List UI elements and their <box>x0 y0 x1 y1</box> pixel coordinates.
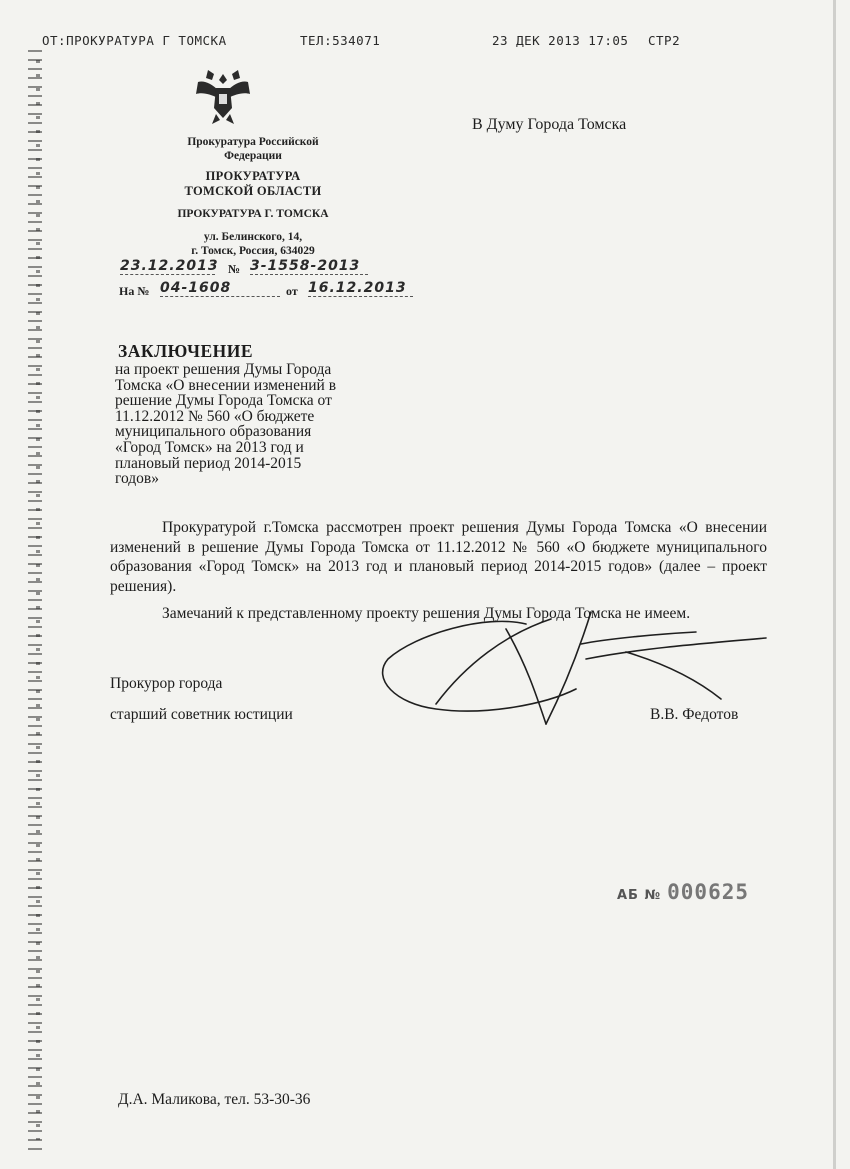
registration-number-label: № <box>228 262 241 276</box>
reference-number: 04-1608 <box>160 280 280 297</box>
subject-line: на проект решения Думы Города <box>115 361 332 378</box>
fax-edge-artifact-inner <box>36 60 40 1140</box>
document-title: ЗАКЛЮЧЕНИЕ <box>118 341 254 361</box>
fax-datetime: 23 ДЕК 2013 17:05 <box>492 33 629 48</box>
document-subject <box>115 362 392 487</box>
letterhead-line5: ПРОКУРАТУРА Г. ТОМСКА <box>177 208 329 220</box>
stamp-series: АБ № <box>617 888 662 903</box>
fax-phone: ТЕЛ:534071 <box>300 33 381 48</box>
body-paragraph-1: Прокуратурой г.Томска рассмотрен проект решения Думы Города Томска «О внесении изменений в решение Думы Города Томска от 11.12.2012 № 560 «О бюджете муниципального образования «Город Томск» на 2013 год и плановый период 2014-2015 годов» (далее – проект решения). <box>110 519 767 595</box>
addressee: В Думу Города Томска <box>472 116 627 133</box>
subject-line: Томска «О внесении изменений в <box>115 376 337 394</box>
scan-right-edge <box>833 0 836 1169</box>
letterhead-line1: Прокуратура Российской <box>187 136 319 148</box>
letterhead-line7: г. Томск, Россия, 634029 <box>191 245 315 257</box>
signatory-rank: старший советник юстиции <box>110 706 293 723</box>
stamp-number: 000625 <box>667 880 749 904</box>
registration-number: 3-1558-2013 <box>250 258 368 275</box>
registration-date: 23.12.2013 <box>120 258 219 274</box>
body-paragraph-2: Замечаний к представленному проекту решения Думы Города Томска не имеем. <box>162 605 691 622</box>
letterhead-line2: Федерации <box>224 150 282 162</box>
fax-page: СТР2 <box>648 33 681 48</box>
subject-line: муниципального образования <box>115 423 312 441</box>
subject-line: 11.12.2012 № 560 «О бюджете <box>115 407 315 425</box>
reference-label: На № <box>119 284 150 298</box>
reference-from-label: от <box>286 284 298 298</box>
fax-from: ОТ:ПРОКУРАТУРА Г ТОМСКА <box>42 33 227 48</box>
form-serial-stamp <box>617 880 749 904</box>
executor-contact: Д.А. Маликова, тел. 53-30-36 <box>118 1091 311 1108</box>
reference-date: 16.12.2013 <box>308 280 413 297</box>
letterhead-line4: ТОМСКОЙ ОБЛАСТИ <box>184 184 322 198</box>
coat-of-arms-emblem <box>194 64 252 126</box>
subject-line: плановый период 2014-2015 <box>115 454 302 472</box>
subject-line: решение Думы Города Томска от <box>115 392 332 410</box>
signatory-position: Прокурор города <box>110 675 223 692</box>
letterhead-line3: ПРОКУРАТУРА <box>205 169 301 183</box>
letterhead-line6: ул. Белинского, 14, <box>203 231 303 243</box>
signatory-name: В.В. Федотов <box>650 706 739 723</box>
subject-line: годов» <box>115 470 159 488</box>
subject-line: «Город Томск» на 2013 год и <box>115 438 304 456</box>
